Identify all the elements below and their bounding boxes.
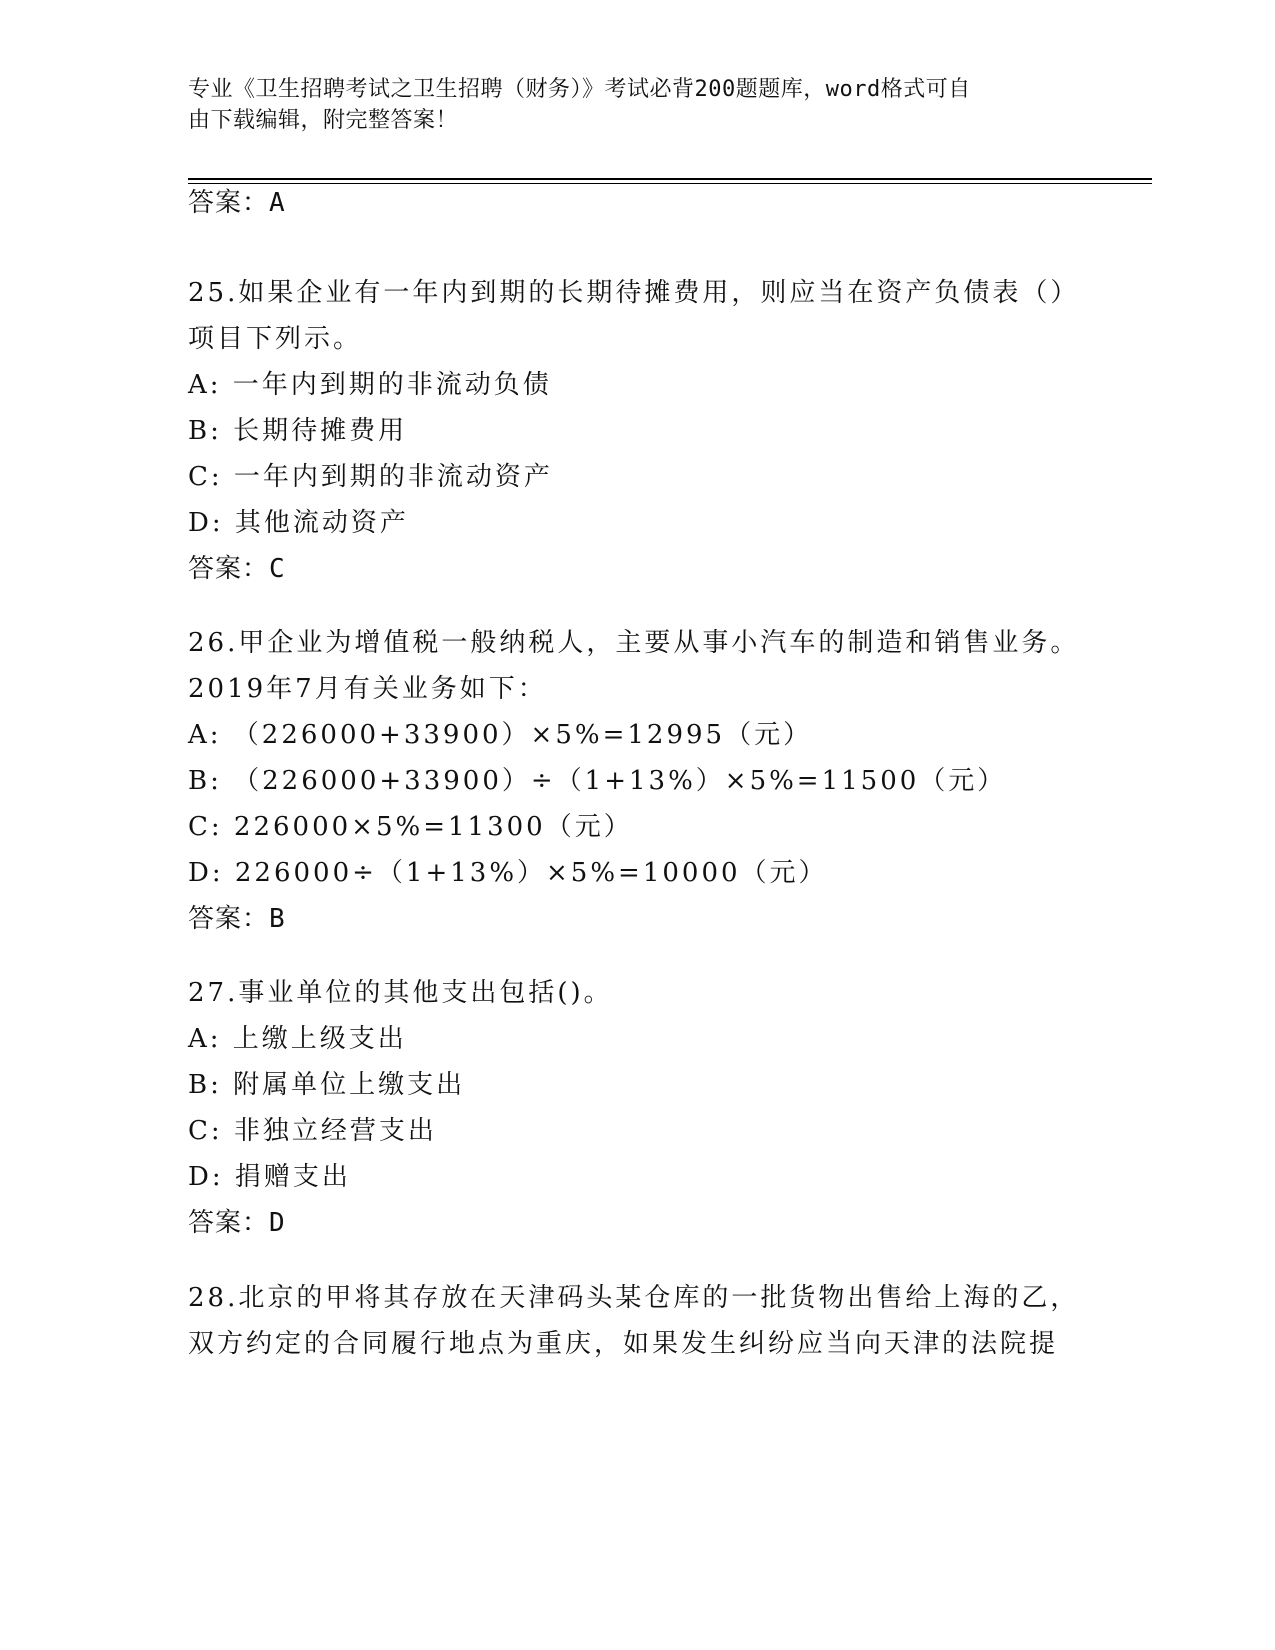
option-c: C: 一年内到期的非流动资产: [188, 462, 553, 492]
question-26: [188, 620, 1088, 942]
question-stem: 27.事业单位的其他支出包括()。: [188, 978, 613, 1008]
question-25: [188, 270, 1088, 592]
option-b: B: （226000+33900）÷（1+13%）×5%=11500（元）: [188, 766, 1007, 796]
previous-answer-block: [188, 180, 1088, 226]
header-line-2: 由下载编辑，附完整答案！: [188, 108, 459, 133]
option-d: D: 捐赠支出: [188, 1162, 351, 1192]
option-b: B: 附属单位上缴支出: [188, 1070, 466, 1100]
question-stem: 项目下列示。: [188, 324, 363, 354]
question-stem: 28.北京的甲将其存放在天津码头某仓库的一批货物出售给上海的乙，: [188, 1283, 1080, 1313]
option-c: C: 非独立经营支出: [188, 1116, 437, 1146]
question-stem: 2019年7月有关业务如下：: [188, 674, 547, 704]
question-stem: 双方约定的合同履行地点为重庆，如果发生纠纷应当向天津的法院提: [188, 1329, 1059, 1359]
question-28: [188, 1275, 1088, 1367]
question-stem: 26.甲企业为增值税一般纳税人，主要从事小汽车的制造和销售业务。: [188, 628, 1080, 658]
header-line-1: 专业《卫生招聘考试之卫生招聘（财务）》考试必背200题题库，word格式可自: [188, 77, 971, 102]
answer-line: 答案：D: [188, 1208, 286, 1238]
document-header: [188, 74, 1068, 136]
option-b: B: 长期待摊费用: [188, 416, 408, 446]
option-a: A: 上缴上级支出: [188, 1024, 407, 1054]
question-stem: 25.如果企业有一年内到期的长期待摊费用，则应当在资产负债表（）: [188, 278, 1080, 308]
option-a: A: （226000+33900）×5%=12995（元）: [188, 720, 813, 750]
answer-line: 答案：B: [188, 904, 286, 934]
question-27: [188, 970, 1088, 1246]
option-d: D: 226000÷（1+13%）×5%=10000（元）: [188, 858, 828, 888]
answer-line: 答案：C: [188, 554, 286, 584]
option-c: C: 226000×5%=11300（元）: [188, 812, 633, 842]
option-a: A: 一年内到期的非流动负债: [188, 370, 552, 400]
answer-line: 答案：A: [188, 188, 286, 218]
option-d: D: 其他流动资产: [188, 508, 409, 538]
